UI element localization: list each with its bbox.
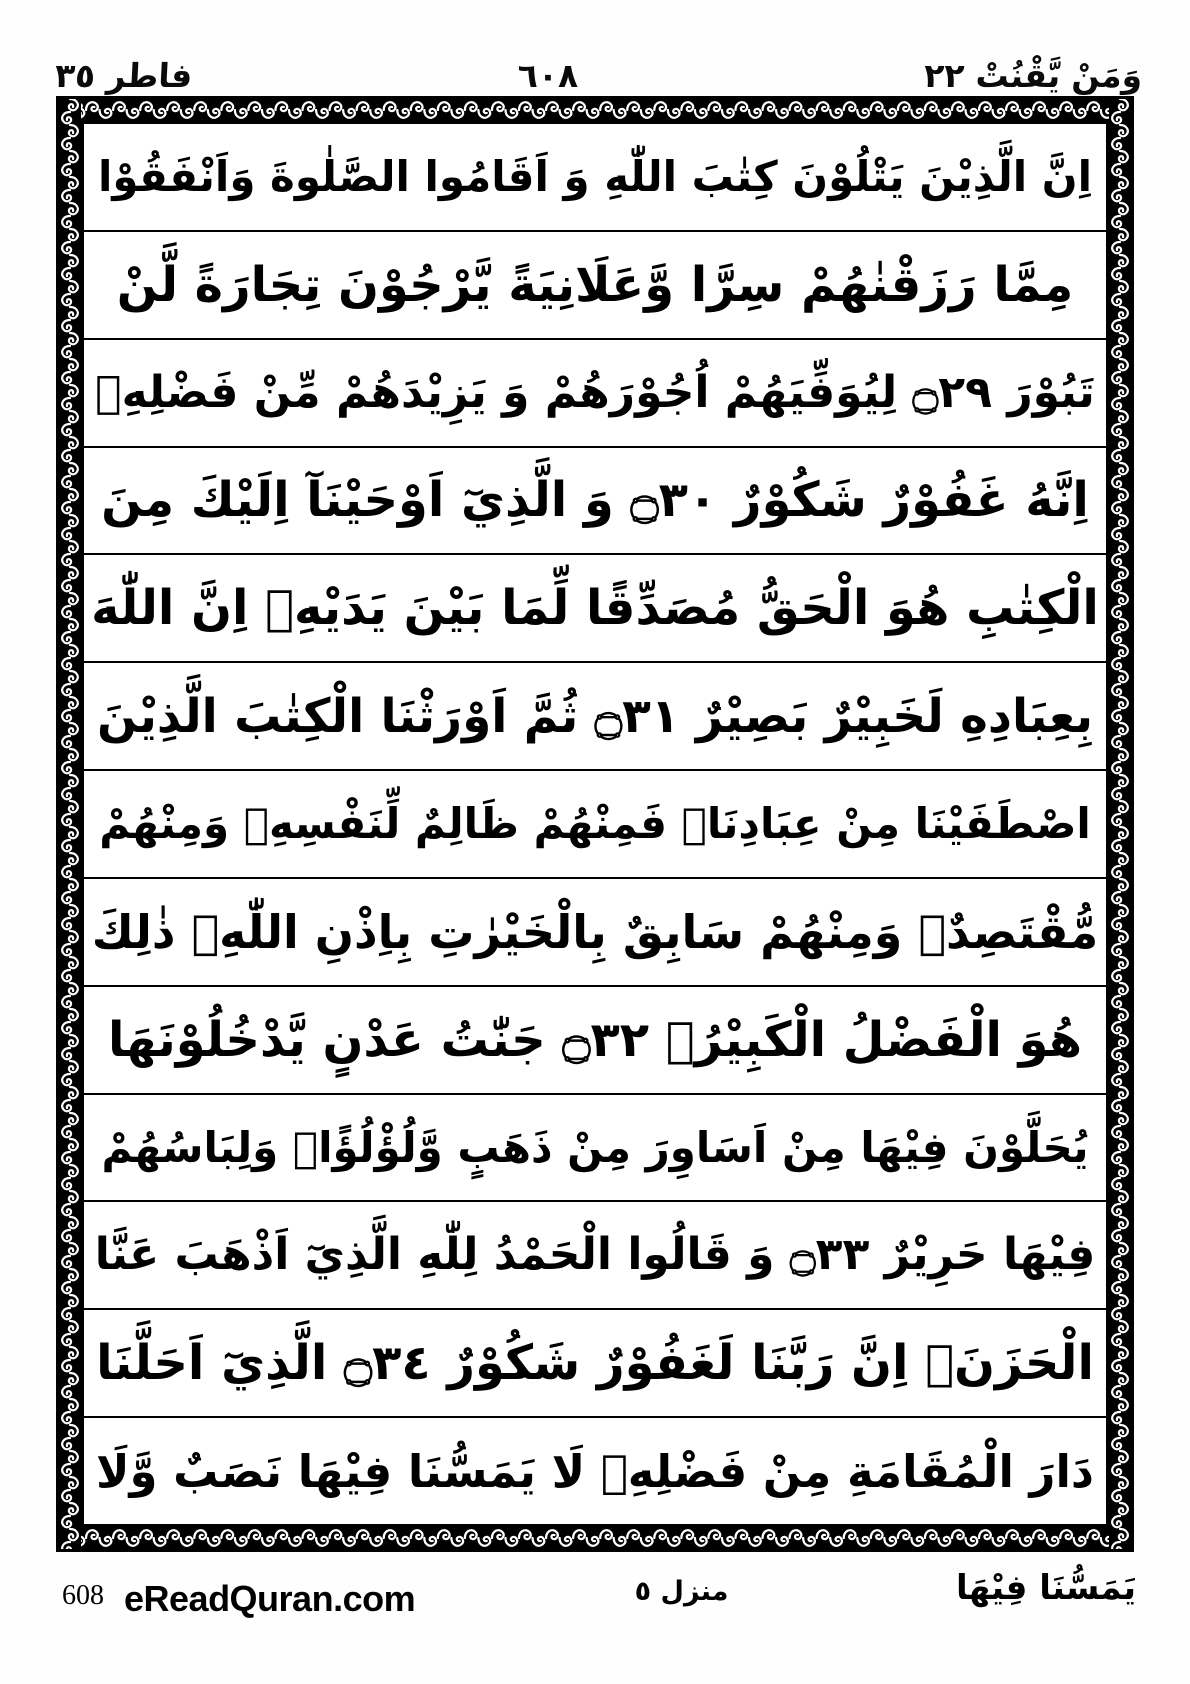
surah-label: فاطر ٣٥ xyxy=(53,56,194,95)
quran-line-text: اصْطَفَيْنَا مِنْ عِبَادِنَاۚ فَمِنْهُمْ ظَالِمٌ لِّنَفْسِهِۚ وَمِنْهُمْ xyxy=(99,798,1091,848)
quran-line xyxy=(84,340,1106,448)
quran-line xyxy=(84,1202,1106,1310)
juz-label: وَمَنْ يَّقْنُتْ ٢٢ xyxy=(922,56,1144,95)
ornament-band-right xyxy=(1109,99,1131,1549)
ornament-band-bottom xyxy=(59,1527,1131,1549)
page-number-arabic: ٦٠٨ xyxy=(517,56,579,95)
ornament-band-left xyxy=(59,99,81,1549)
quran-line-text: اِنَّ الَّذِيْنَ يَتْلُوْنَ كِتٰبَ اللّٰهِ وَ اَقَامُوا الصَّلٰوةَ وَاَنْفَقُوْا xyxy=(97,151,1093,201)
ornamental-frame xyxy=(56,96,1134,1552)
quran-line xyxy=(84,1095,1106,1203)
website-label[interactable]: eReadQuran.com xyxy=(124,1578,416,1619)
ornament-band-top xyxy=(59,99,1131,121)
quran-line-text: دَارَ الْمُقَامَةِ مِنْ فَضْلِهِۚ لَا يَمَسُّنَا فِيْهَا نَصَبٌ وَّلَا xyxy=(96,1444,1094,1498)
quran-line xyxy=(84,987,1106,1095)
quran-line xyxy=(84,448,1106,556)
quran-line-text: مُّقْتَصِدٌۚ وَمِنْهُمْ سَابِقٌ بِالْخَيْرٰتِ بِاِذْنِ اللّٰهِۙ ذٰلِكَ xyxy=(91,904,1099,959)
catchword: يَمَسُّنَا فِيْهَا xyxy=(956,1568,1136,1608)
quran-line-text: هُوَ الْفَضْلُ الْكَبِيْرُۙ ۝٣٢ جَنّٰتُ عَدْنٍ يَّدْخُلُوْنَهَا xyxy=(107,1011,1083,1068)
quran-line xyxy=(84,1310,1106,1418)
quran-line xyxy=(84,232,1106,340)
quran-line-text: يُحَلَّوْنَ فِيْهَا مِنْ اَسَاوِرَ مِنْ ذَهَبٍ وَّلُؤْلُؤًاۚ وَلِبَاسُهُمْ xyxy=(101,1122,1089,1172)
quran-line-text: الْحَزَنَۙ اِنَّ رَبَّنَا لَغَفُوْرٌ شَكُوْرٌ ۝٣٤ الَّذِيٓ اَحَلَّنَا xyxy=(96,1335,1094,1392)
page-header xyxy=(53,34,1144,95)
quran-text-area xyxy=(81,121,1109,1527)
quran-line-text: تَبُوْرَ ۝٢٩ لِيُوَفِّيَهُمْ اُجُوْرَهُمْ وَ يَزِيْدَهُمْ مِّنْ فَضْلِهِۙ xyxy=(95,366,1095,418)
quran-line xyxy=(84,663,1106,771)
quran-line xyxy=(84,1418,1106,1524)
page-number-latin: 608 xyxy=(62,1580,104,1611)
quran-line xyxy=(84,124,1106,232)
quran-line-text: فِيْهَا حَرِيْرٌ ۝٣٣ وَ قَالُوا الْحَمْدُ لِلّٰهِ الَّذِيٓ اَذْهَبَ عَنَّا xyxy=(94,1229,1096,1281)
quran-line xyxy=(84,879,1106,987)
quran-line-text: الْكِتٰبِ هُوَ الْحَقُّ مُصَدِّقًا لِّمَا بَيْنَ يَدَيْهِۙ اِنَّ اللّٰهَ xyxy=(91,580,1099,637)
quran-line xyxy=(84,555,1106,663)
quran-line-text: بِعِبَادِهِ لَخَبِيْرٌ بَصِيْرٌ ۝٣١ ثُمَّ اَوْرَثْنَا الْكِتٰبَ الَّذِيْنَ xyxy=(96,688,1094,744)
manzil-label: منزل ٥ xyxy=(634,1576,729,1607)
quran-line xyxy=(84,771,1106,879)
quran-line-text: اِنَّهُ غَفُوْرٌ شَكُوْرٌ ۝٣٠ وَ الَّذِيٓ اَوْحَيْنَآ اِلَيْكَ مِنَ xyxy=(101,472,1089,529)
quran-line-text: مِمَّا رَزَقْنٰهُمْ سِرَّا وَّعَلَانِيَةً يَّرْجُوْنَ تِجَارَةً لَّنْ xyxy=(116,256,1074,313)
page-footer xyxy=(56,1566,1142,1676)
